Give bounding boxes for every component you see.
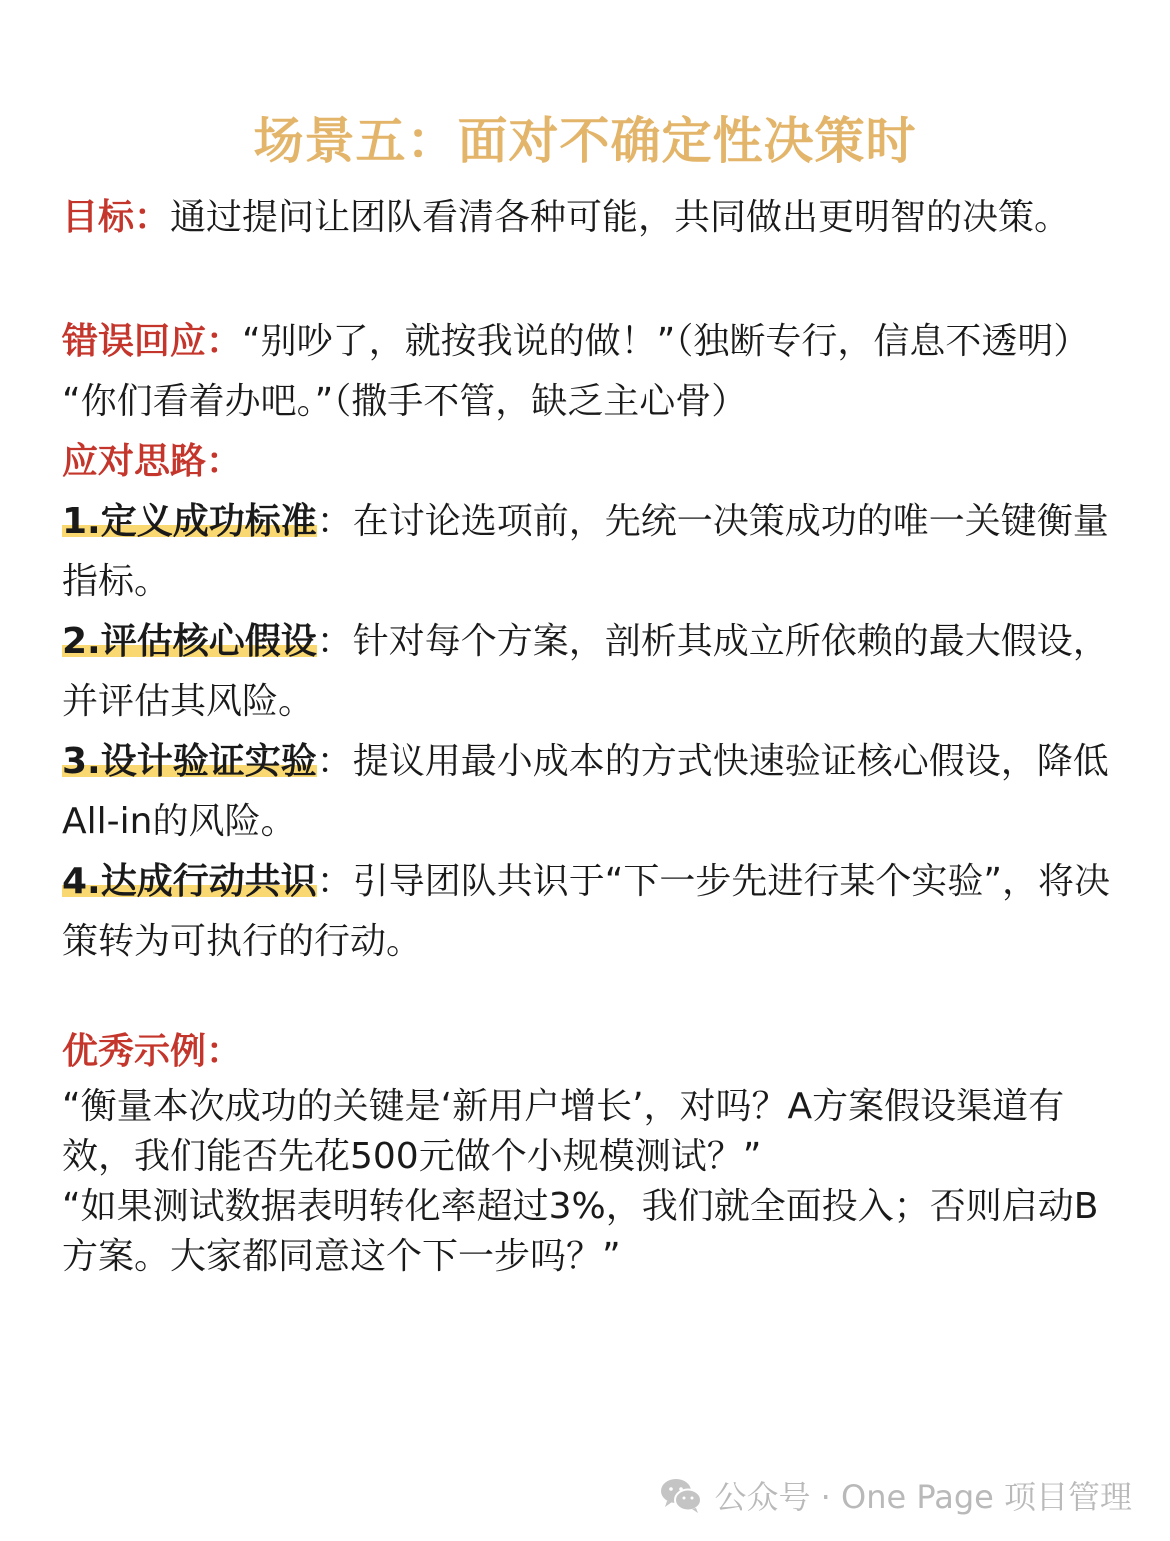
approach-item	[62, 732, 1122, 852]
approach-item-text: 针对每个方案，剖析其成立所依赖的最大假设，并评估其风险。	[62, 621, 1109, 722]
wrong-response-label: 错误回应：	[62, 321, 243, 362]
approach-item-sep: ：	[316, 621, 353, 662]
approach-item	[62, 492, 1122, 612]
example-line-1: “衡量本次成功的关键是‘新用户增长’，对吗？A方案假设渠道有效，我们能否先花500元做个小规模测试？”	[62, 1086, 1065, 1177]
goal-text: 通过提问让团队看清各种可能，共同做出更明智的决策。	[170, 197, 1071, 238]
goal-label: 目标：	[62, 197, 171, 238]
approach-item-sep: ：	[316, 861, 353, 902]
footer-watermark	[659, 1472, 1133, 1518]
approach-item-title: 1.定义成功标准	[62, 501, 317, 542]
approach-item-sep: ：	[316, 741, 353, 782]
approach-item	[62, 852, 1122, 972]
approach-item-text: 引导团队共识于“下一步先进行某个实验”，将决策转为可执行的行动。	[62, 861, 1111, 962]
wrong-response-section	[62, 312, 1122, 372]
approach-item-title: 2.评估核心假设	[62, 621, 317, 662]
example-line-2: “如果测试数据表明转化率超过3%，我们就全面投入；否则启动B方案。大家都同意这个下一步吗？”	[62, 1186, 1099, 1277]
example-label: 优秀示例：	[62, 1031, 243, 1072]
approach-label: 应对思路：	[62, 441, 243, 482]
approach-item-title: 3.设计验证实验	[62, 741, 317, 782]
wrong-response-line-1: “别吵了，就按我说的做！”（独断专行，信息不透明）	[242, 321, 1090, 362]
page-title: 场景五：面对不确定性决策时	[253, 112, 917, 170]
content	[62, 188, 1122, 1282]
approach-item-text: 在讨论选项前，先统一决策成功的唯一关键衡量指标。	[62, 501, 1109, 602]
approach-item	[62, 612, 1122, 732]
wechat-icon	[659, 1475, 703, 1515]
approach-item-sep: ：	[316, 501, 353, 542]
wrong-response-line-2: “你们看着办吧。”（撒手不管，缺乏主心骨）	[62, 381, 748, 422]
approach-item-text: 提议用最小成本的方式快速验证核心假设，降低All-in的风险。	[62, 741, 1109, 842]
goal-section	[62, 188, 1122, 248]
approach-item-title: 4.达成行动共识	[62, 861, 317, 902]
footer-text: 公众号 · One Page 项目管理	[714, 1478, 1132, 1516]
